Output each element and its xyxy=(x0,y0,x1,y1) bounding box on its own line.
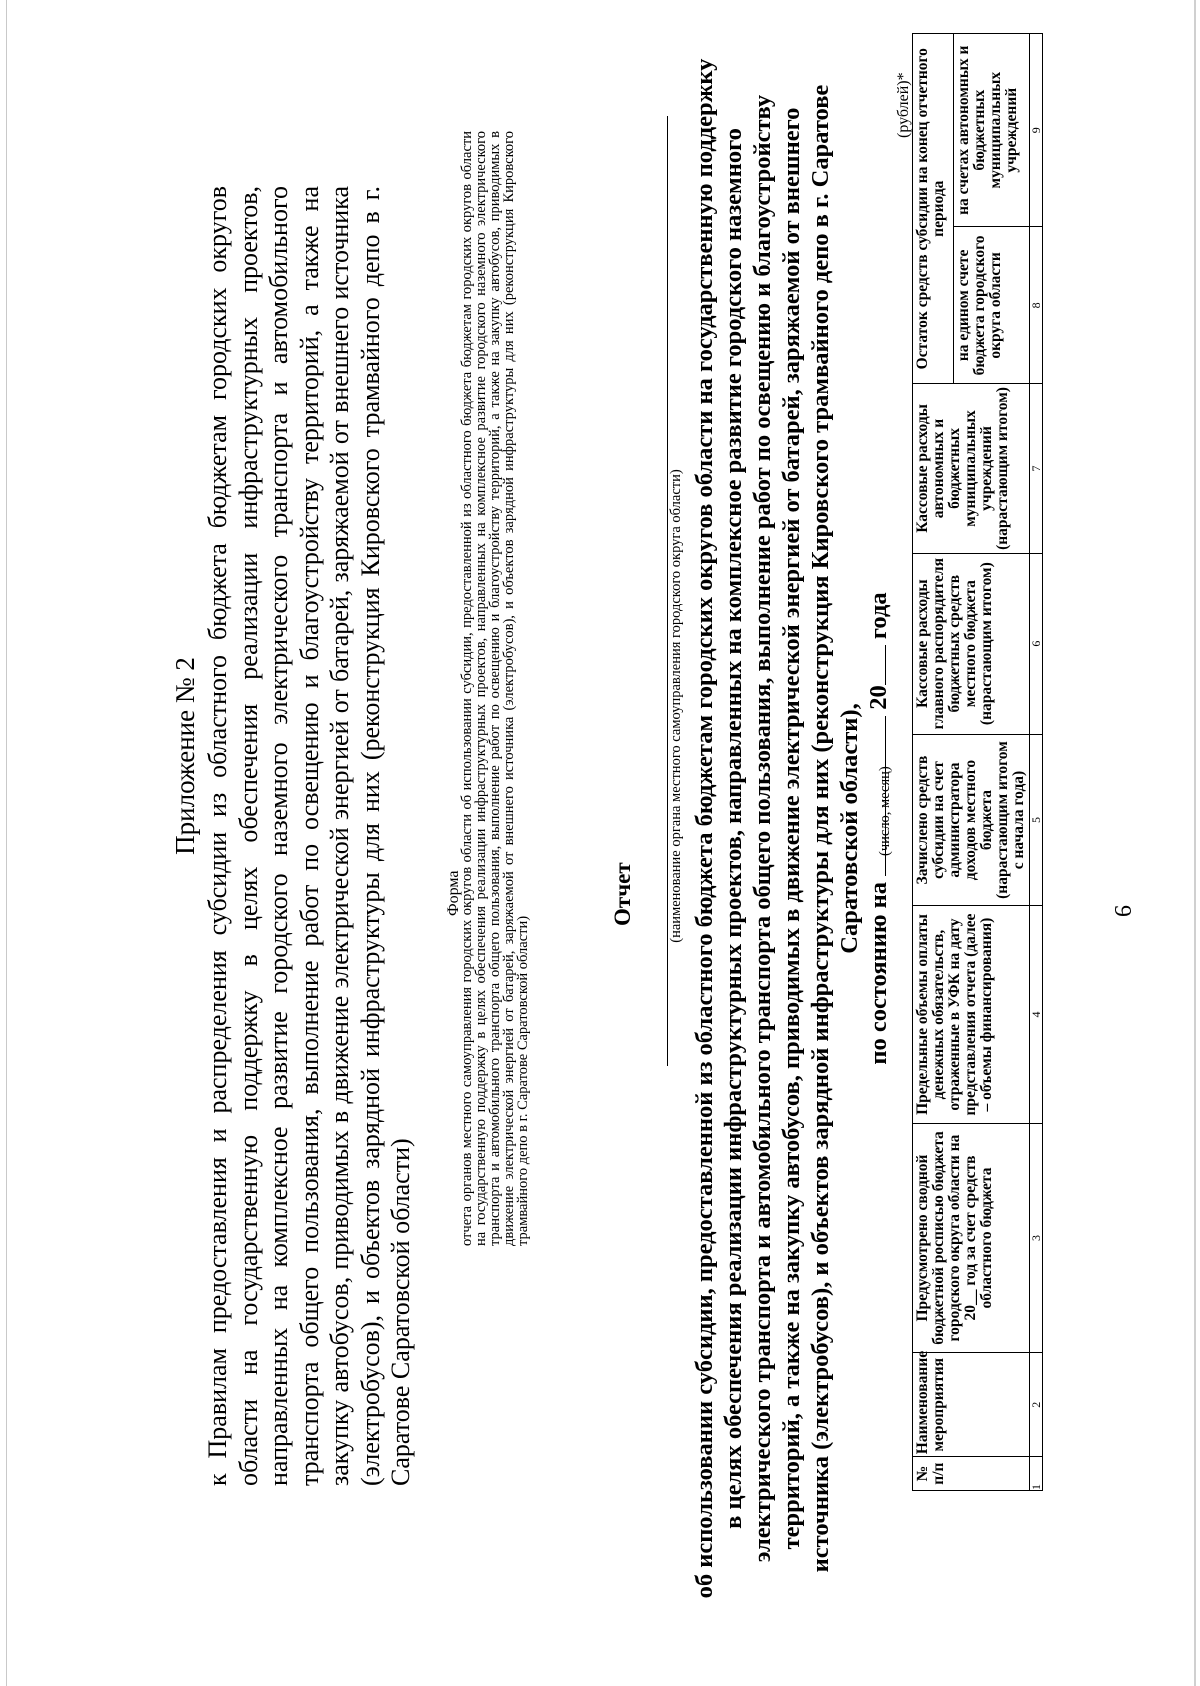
page-number: 9 xyxy=(1109,905,1135,917)
form-label: Форма xyxy=(445,870,462,916)
header-cell-limits: Предельные объемы оплаты денежных обязательств, отраженные в УФК на дату представления отчета (далее – объемы финансирования) xyxy=(913,906,1030,1123)
header-cell-credited: Зачислено средств субсидии на счет администратора доходов местного бюджета (нарастающим итогом с начала года) xyxy=(913,734,1030,906)
units-label: (рублей)* xyxy=(895,72,912,138)
column-number: 2 xyxy=(1030,1353,1043,1457)
year-blank xyxy=(867,645,886,685)
column-number: 3 xyxy=(1030,1123,1043,1353)
column-number: 8 xyxy=(1030,227,1043,384)
appendix-title: Приложение № 2 xyxy=(170,657,200,855)
report-heading xyxy=(690,51,893,1606)
column-number: 1 xyxy=(1030,1457,1043,1491)
column-number: 7 xyxy=(1030,384,1043,553)
column-number: 5 xyxy=(1030,734,1043,906)
header-cell-name: Наименование мероприятия xyxy=(913,1353,1030,1457)
report-heading-text: об использовании субсидии, предоставленной из областного бюджета бюджетам городских округов области на государственную поддержку в целях обеспечения реализации инфраструктурных проектов, направленных на комплексное развитие городского наземного электрического транспорта и автомобильного транспорта общего пользования, выполнение работ по освещению и благоустройству территорий, а также на закупку автобусов, приводимых в движение электрической энергией от батарей, заряжаемой от внешнего источника (электробусов), и объектов зарядной инфраструктуры для них (реконструкция Кировского трамвайного депо в г. Саратове Саратовской области), xyxy=(691,58,863,1599)
date-suffix: года xyxy=(865,592,892,640)
appendix-text: к Правилам предоставления и распределения субсидии из областного бюджета бюджетам городских округов области на государственную поддержку в целях обеспечения реализации инфраструктурных проектов, направленных на комплексное развитие городского наземного электрического транспорта и автомобильного транспорта общего пользования, выполнение работ по освещению и благоустройству территорий, а также на закупку автобусов, приводимых в движение электрической энергией от батарей, заряжаемой от внешнего источника (электробусов), и объектов зарядной инфраструктуры для них (реконструкция Кировского трамвайного депо в г. Саратове Саратовской области) xyxy=(203,186,415,1486)
header-cell-balance-budget: на едином счете бюджета городского округа области xyxy=(953,227,1029,384)
report-table xyxy=(912,33,1043,1491)
column-number: 6 xyxy=(1030,553,1043,734)
table-number-row xyxy=(1030,34,1043,1491)
form-description: отчета органов местного самоуправления городских округов области об использовании субсидии, предоставленной из областного бюджета бюджетам городских округов области на государственную поддержку в целях обеспечения реализации инфраструктурных проектов, направленных на комплексное развитие городского наземного электрического транспорта и автомобильного транспорта общего пользования, выполнение работ по освещению и благоустройству территорий, а также на закупку автобусов, приводимых в движение электрической энергией от батарей, заряжаемой от внешнего источника (электробусов), и объектов зарядной инфраструктуры для них (реконструкция Кировского трамвайного депо в г. Саратове Саратовской области) xyxy=(459,131,531,1246)
year-prefix: 20 xyxy=(865,685,892,710)
report-title: Отчет xyxy=(610,862,635,926)
date-prefix: по состоянию на xyxy=(865,881,892,1065)
header-cell-balance: Остаток средств субсидии на конец отчетного периода xyxy=(913,34,954,384)
column-number: 4 xyxy=(1030,906,1043,1123)
table-header-row xyxy=(913,34,954,1491)
header-cell-institution-expenses: Кассовые расходы автономных и бюджетных муниципальных учреждений (нарастающим итогом) xyxy=(913,384,1030,553)
header-cell-balance-institutions: на счетах автономных и бюджетных муниципальных учреждений xyxy=(953,34,1029,227)
header-cell-main-expenses: Кассовые расходы главного распорядителя бюджетных средств местного бюджета (нарастающим итогом) xyxy=(913,553,1030,734)
header-cell-number: № п/п xyxy=(913,1457,1030,1491)
column-number: 9 xyxy=(1030,34,1043,227)
org-name-caption: (наименование органа местного самоуправления городского округа области) xyxy=(668,469,684,943)
appendix-block xyxy=(170,186,417,1486)
date-caption: (число, месяц) xyxy=(877,766,893,856)
header-cell-planned: Предусмотрено сводной бюджетной росписью бюджета городского округа области на 20__ год за счет средств областного бюджета xyxy=(913,1123,1030,1353)
